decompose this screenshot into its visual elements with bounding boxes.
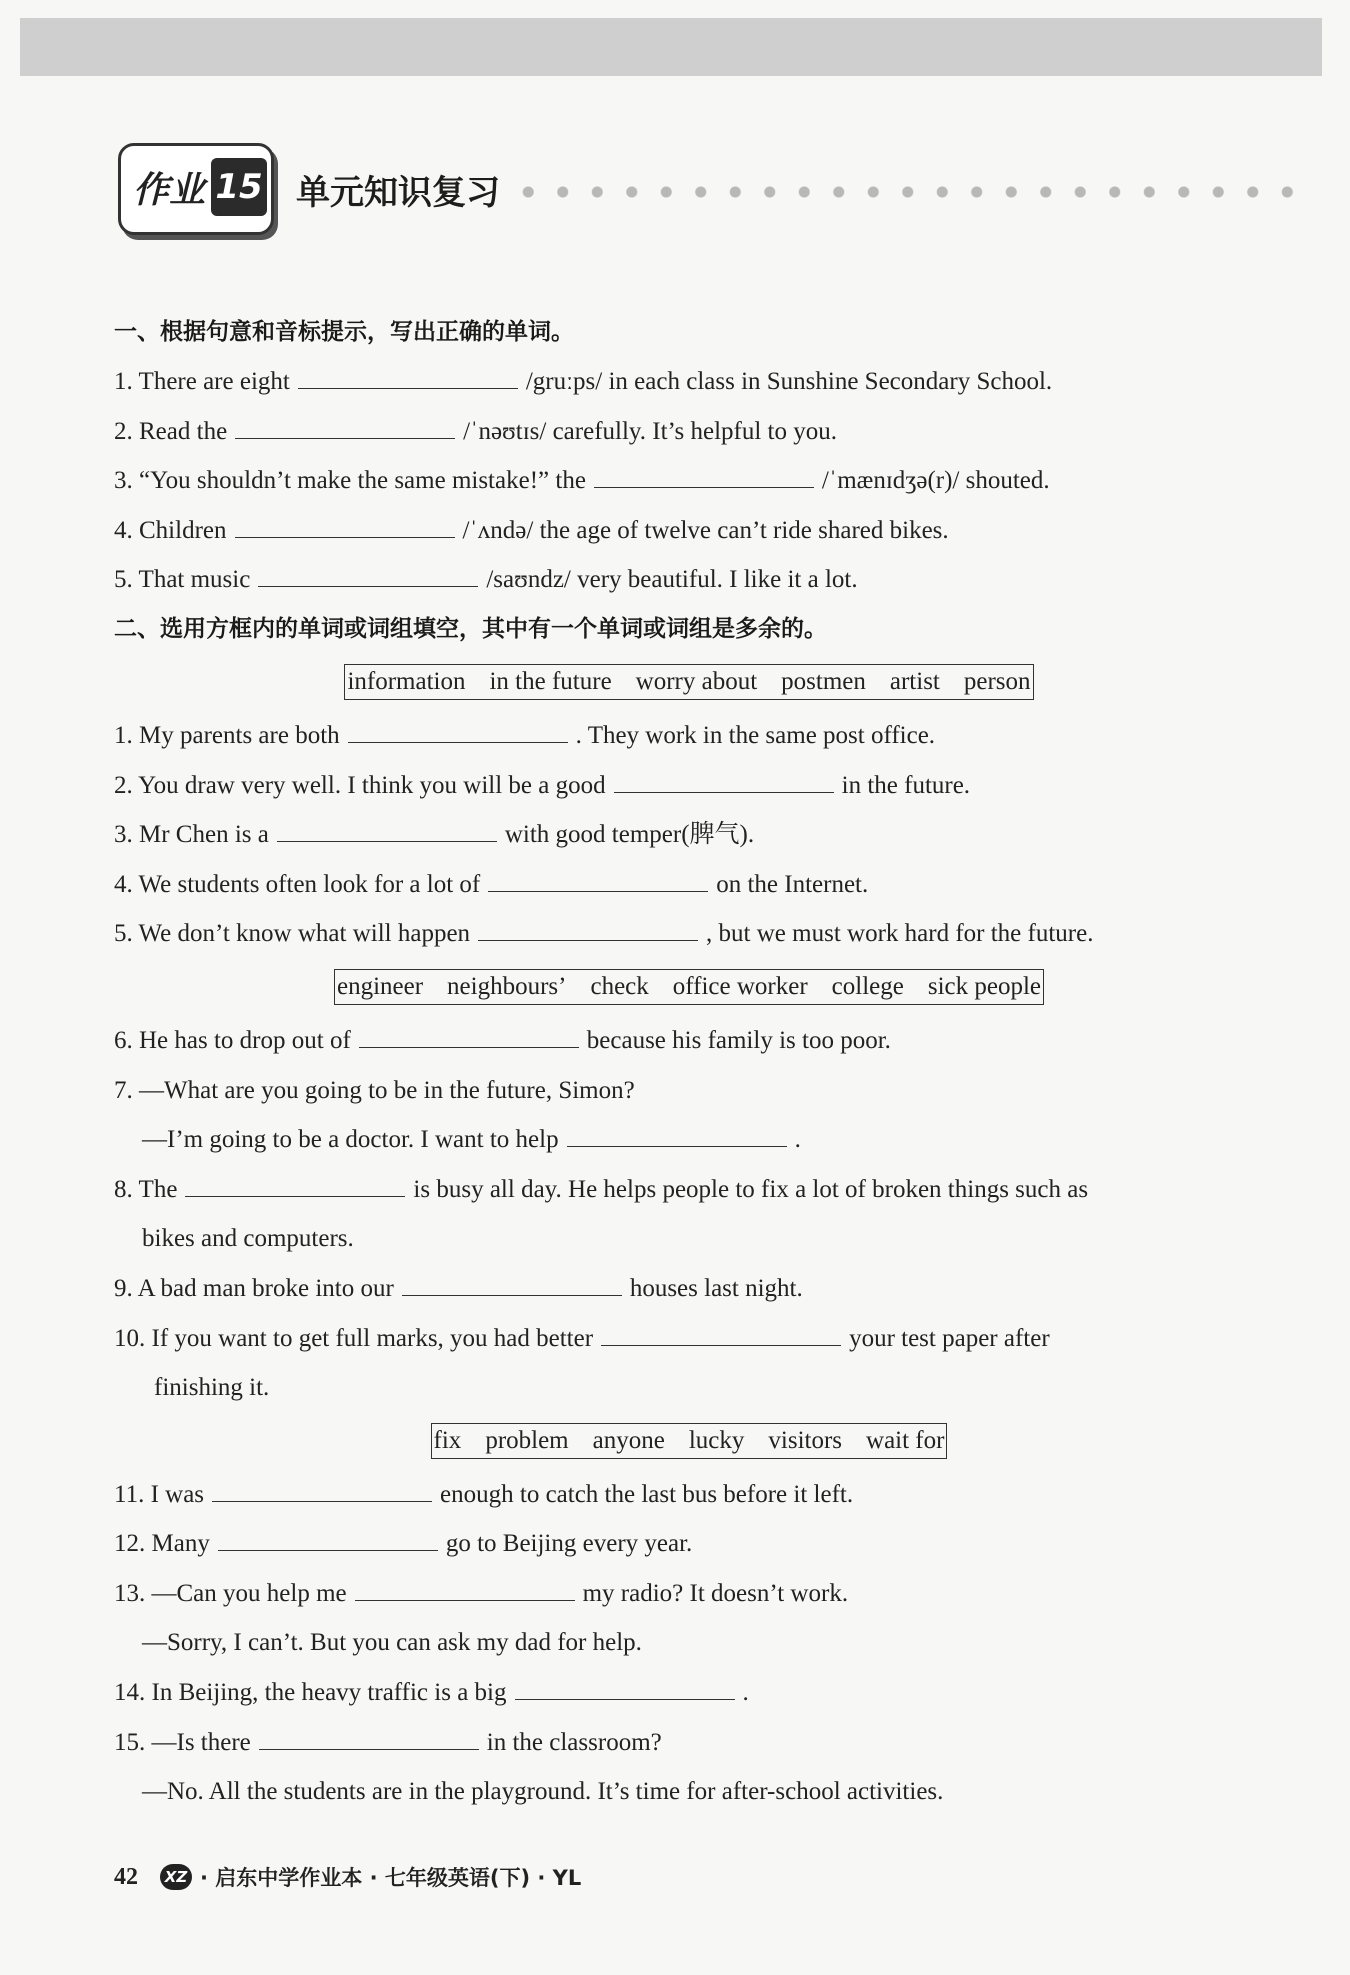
page-number: 42 xyxy=(114,1863,138,1890)
answer-blank[interactable] xyxy=(185,1172,405,1197)
word-box-1-row xyxy=(114,654,1264,711)
s1-item-5: 5. That music /saʊndz/ very beautiful. I like it a lot. xyxy=(114,555,1264,605)
unit-title: 单元知识复习 xyxy=(296,173,500,213)
s2-item-10-cont: finishing it. xyxy=(154,1374,270,1402)
word-option: postmen xyxy=(781,668,866,696)
answer-blank[interactable] xyxy=(359,1023,579,1048)
s2-item-15-answer: —No. All the students are in the playground. It’s time for after-school activities. xyxy=(142,1778,944,1806)
s2-item-13-question: 13. —Can you help me my radio? It doesn’t work. xyxy=(114,1569,1264,1619)
word-option: wait for xyxy=(866,1427,945,1455)
answer-blank[interactable] xyxy=(614,768,834,793)
word-option: in the future xyxy=(489,668,612,696)
s2-item-12: 12. Many go to Beijing every year. xyxy=(114,1519,1264,1569)
s1-item-2: 2. Read the /ˈnəʊtɪs/ carefully. It’s helpful to you. xyxy=(114,407,1264,457)
section2-title: 二、选用方框内的单词或词组填空，其中有一个单词或词组是多余的。 xyxy=(114,615,827,642)
word-option: neighbours’ xyxy=(447,973,567,1001)
answer-blank[interactable] xyxy=(601,1321,841,1346)
s2-item-1: 1. My parents are both . They work in the same post office. xyxy=(114,711,1264,761)
word-option: visitors xyxy=(768,1427,843,1455)
s2-item-5: 5. We don’t know what will happen , but we must work hard for the future. xyxy=(114,909,1264,959)
s2-item-7-question: 7. —What are you going to be in the future, Simon? xyxy=(114,1076,635,1104)
top-scan-band xyxy=(20,18,1322,76)
s1-item-1: 1. There are eight /gruːps/ in each class in Sunshine Secondary School. xyxy=(114,357,1264,407)
answer-blank[interactable] xyxy=(259,1725,479,1750)
section1-title: 一、根据句意和音标提示，写出正确的单词。 xyxy=(114,319,574,345)
decorative-dots xyxy=(511,185,1311,199)
s2-item-8: 8. The is busy all day. He helps people to fix a lot of broken things such as xyxy=(114,1165,1264,1215)
s2-item-15-question: 15. —Is there in the classroom? xyxy=(114,1718,1264,1768)
badge-label: 作业 xyxy=(133,170,206,211)
answer-blank[interactable] xyxy=(258,562,478,587)
word-option: anyone xyxy=(592,1427,665,1455)
answer-blank[interactable] xyxy=(348,718,568,743)
answer-blank[interactable] xyxy=(298,364,518,389)
word-option: artist xyxy=(889,668,940,696)
footer-text: · 启东中学作业本 · 七年级英语(下) · YL xyxy=(200,1866,582,1890)
word-option: lucky xyxy=(688,1427,745,1455)
s2-item-14: 14. In Beijing, the heavy traffic is a big . xyxy=(114,1668,1264,1718)
answer-blank[interactable] xyxy=(515,1675,735,1700)
answer-blank[interactable] xyxy=(218,1526,438,1551)
s2-item-9: 9. A bad man broke into our houses last night. xyxy=(114,1264,1264,1314)
answer-blank[interactable] xyxy=(277,817,497,842)
answer-blank[interactable] xyxy=(235,414,455,439)
s2-item-6: 6. He has to drop out of because his family is too poor. xyxy=(114,1016,1264,1066)
answer-blank[interactable] xyxy=(235,513,455,538)
word-option: fix xyxy=(433,1427,462,1455)
s2-item-3: 3. Mr Chen is a with good temper(脾气). xyxy=(114,810,1264,860)
assignment-header xyxy=(118,143,1318,233)
answer-blank[interactable] xyxy=(488,867,708,892)
answer-blank[interactable] xyxy=(567,1122,787,1147)
assignment-badge xyxy=(118,143,274,235)
s1-item-3: 3. “You shouldn’t make the same mistake!” the /ˈmænɪdʒə(r)/ shouted. xyxy=(114,456,1264,506)
s2-item-7-answer: —I’m going to be a doctor. I want to help . xyxy=(114,1115,1264,1165)
word-box-2-row xyxy=(114,959,1264,1016)
s2-item-8-cont: bikes and computers. xyxy=(142,1225,354,1253)
answer-blank[interactable] xyxy=(402,1271,622,1296)
s2-item-4: 4. We students often look for a lot of on the Internet. xyxy=(114,860,1264,910)
word-option: check xyxy=(590,973,649,1001)
word-option: office worker xyxy=(672,973,808,1001)
word-option: problem xyxy=(485,1427,569,1455)
answer-blank[interactable] xyxy=(594,463,814,488)
page-footer xyxy=(114,1862,581,1892)
word-option: engineer xyxy=(336,973,424,1001)
s2-item-11: 11. I was enough to catch the last bus before it left. xyxy=(114,1470,1264,1520)
word-box-2 xyxy=(334,969,1044,1005)
word-option: worry about xyxy=(635,668,758,696)
s2-item-13-answer: —Sorry, I can’t. But you can ask my dad for help. xyxy=(142,1629,642,1657)
word-option: person xyxy=(963,668,1031,696)
s1-item-4: 4. Children /ˈʌndə/ the age of twelve can’t ride shared bikes. xyxy=(114,506,1264,556)
answer-blank[interactable] xyxy=(478,916,698,941)
publisher-logo-icon: XZ xyxy=(160,1864,192,1890)
s2-item-2: 2. You draw very well. I think you will be a good in the future. xyxy=(114,761,1264,811)
badge-number: 15 xyxy=(211,158,267,216)
word-box-1 xyxy=(344,664,1033,700)
word-option: sick people xyxy=(927,973,1042,1001)
word-option: information xyxy=(347,668,466,696)
s2-item-10: 10. If you want to get full marks, you had better your test paper after xyxy=(114,1314,1264,1364)
word-box-3 xyxy=(431,1423,948,1459)
answer-blank[interactable] xyxy=(212,1477,432,1502)
word-option: college xyxy=(831,973,904,1001)
answer-blank[interactable] xyxy=(355,1576,575,1601)
word-box-3-row xyxy=(114,1413,1264,1470)
worksheet-content xyxy=(114,308,1264,1817)
